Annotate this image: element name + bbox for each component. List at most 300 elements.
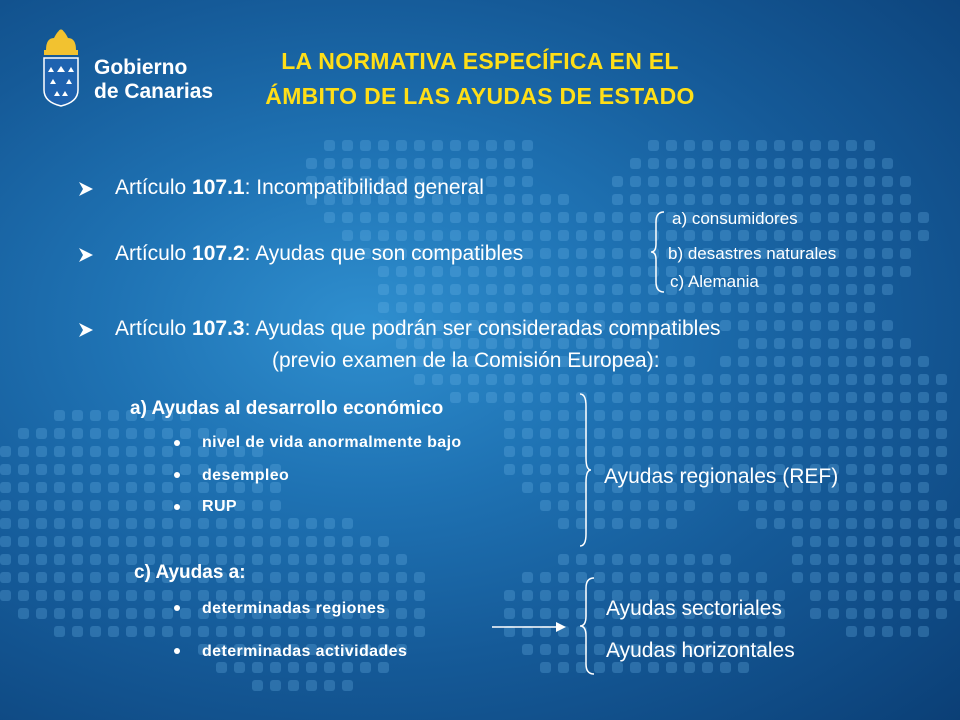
map-dot <box>684 194 695 205</box>
map-dot <box>684 446 695 457</box>
map-dot <box>342 626 353 637</box>
map-dot <box>774 230 785 241</box>
map-dot <box>18 554 29 565</box>
map-dot <box>774 410 785 421</box>
map-dot <box>558 590 569 601</box>
map-dot <box>198 536 209 547</box>
map-dot <box>882 374 893 385</box>
arrow-bullet-icon <box>77 180 95 198</box>
map-dot <box>108 446 119 457</box>
map-dot <box>72 590 83 601</box>
map-dot <box>684 500 695 511</box>
map-dot <box>918 554 929 565</box>
map-dot <box>468 374 479 385</box>
map-dot <box>900 554 911 565</box>
map-dot <box>666 428 677 439</box>
map-dot <box>720 410 731 421</box>
map-dot <box>522 482 533 493</box>
map-dot <box>774 500 785 511</box>
map-dot <box>648 446 659 457</box>
map-dot <box>288 626 299 637</box>
map-dot <box>666 392 677 403</box>
map-dot <box>882 356 893 367</box>
map-dot <box>918 428 929 439</box>
map-dot <box>864 500 875 511</box>
map-dot <box>162 536 173 547</box>
map-dot <box>864 248 875 259</box>
map-dot <box>540 662 551 673</box>
map-dot <box>810 194 821 205</box>
map-dot <box>846 464 857 475</box>
map-dot <box>774 140 785 151</box>
map-dot <box>468 302 479 313</box>
map-dot <box>378 554 389 565</box>
map-dot <box>288 554 299 565</box>
label-ayudas-sectoriales: Ayudas sectoriales <box>606 597 782 620</box>
map-dot <box>18 608 29 619</box>
map-dot <box>630 410 641 421</box>
map-dot <box>684 140 695 151</box>
section-c-item-1: determinadas regiones <box>202 600 386 617</box>
map-dot <box>900 248 911 259</box>
map-dot <box>828 266 839 277</box>
map-dot <box>540 572 551 583</box>
map-dot <box>882 518 893 529</box>
map-dot <box>684 392 695 403</box>
map-dot <box>792 158 803 169</box>
map-dot <box>378 302 389 313</box>
map-dot <box>918 410 929 421</box>
map-dot <box>918 464 929 475</box>
map-dot <box>36 482 47 493</box>
map-dot <box>324 554 335 565</box>
map-dot <box>900 392 911 403</box>
map-dot <box>630 446 641 457</box>
map-dot <box>666 176 677 187</box>
map-dot <box>18 500 29 511</box>
map-dot <box>468 140 479 151</box>
map-dot <box>810 356 821 367</box>
map-dot <box>180 428 191 439</box>
map-dot <box>144 536 155 547</box>
map-dot <box>270 572 281 583</box>
bullet-dot <box>174 440 180 446</box>
map-dot <box>288 572 299 583</box>
map-dot <box>864 536 875 547</box>
map-dot <box>900 482 911 493</box>
map-dot <box>360 572 371 583</box>
map-dot <box>144 590 155 601</box>
map-dot <box>666 374 677 385</box>
sub-b-desastres: b) desastres naturales <box>668 244 837 263</box>
map-dot <box>360 212 371 223</box>
map-dot <box>0 500 11 511</box>
map-dot <box>486 176 497 187</box>
map-dot <box>756 176 767 187</box>
map-dot <box>702 374 713 385</box>
map-dot <box>324 662 335 673</box>
map-dot <box>630 284 641 295</box>
map-dot <box>864 212 875 223</box>
map-dot <box>918 374 929 385</box>
map-dot <box>792 536 803 547</box>
map-dot <box>324 212 335 223</box>
map-dot <box>810 428 821 439</box>
map-dot <box>846 212 857 223</box>
map-dot <box>864 428 875 439</box>
map-dot <box>954 536 960 547</box>
map-dot <box>522 428 533 439</box>
map-dot <box>702 176 713 187</box>
map-dot <box>774 626 785 637</box>
sub-c-alemania: c) Alemania <box>670 272 759 291</box>
map-dot <box>900 230 911 241</box>
map-dot <box>414 212 425 223</box>
map-dot <box>270 500 281 511</box>
map-dot <box>612 212 623 223</box>
map-dot <box>504 158 515 169</box>
map-dot <box>648 500 659 511</box>
map-dot <box>774 158 785 169</box>
map-dot <box>0 446 11 457</box>
map-dot <box>738 158 749 169</box>
map-dot <box>828 320 839 331</box>
map-dot <box>576 284 587 295</box>
map-dot <box>72 536 83 547</box>
map-dot <box>648 518 659 529</box>
map-dot <box>558 284 569 295</box>
map-dot <box>522 140 533 151</box>
map-dot <box>612 176 623 187</box>
map-dot <box>900 572 911 583</box>
section-a-item-3: RUP <box>202 498 237 515</box>
map-dot <box>720 320 731 331</box>
map-dot <box>684 572 695 583</box>
map-dot <box>900 194 911 205</box>
map-dot <box>720 158 731 169</box>
logo-line-1: Gobierno <box>94 56 188 79</box>
map-dot <box>756 374 767 385</box>
map-dot <box>828 176 839 187</box>
map-dot <box>612 500 623 511</box>
map-dot <box>540 194 551 205</box>
map-dot <box>252 554 263 565</box>
map-dot <box>900 356 911 367</box>
map-dot <box>666 356 677 367</box>
map-dot <box>756 338 767 349</box>
map-dot <box>90 428 101 439</box>
map-dot <box>450 158 461 169</box>
map-dot <box>648 374 659 385</box>
map-dot <box>738 410 749 421</box>
map-dot <box>414 140 425 151</box>
map-dot <box>90 518 101 529</box>
map-dot <box>828 338 839 349</box>
map-dot <box>90 482 101 493</box>
map-dot <box>666 446 677 457</box>
map-dot <box>342 662 353 673</box>
map-dot <box>936 608 947 619</box>
map-dot <box>702 158 713 169</box>
map-dot <box>54 554 65 565</box>
map-dot <box>882 320 893 331</box>
map-dot <box>450 266 461 277</box>
map-dot <box>72 518 83 529</box>
map-dot <box>54 446 65 457</box>
map-dot <box>792 374 803 385</box>
map-dot <box>882 536 893 547</box>
article-107-3-note: (previo examen de la Comisión Europea): <box>272 349 660 372</box>
map-dot <box>486 392 497 403</box>
coat-of-arms-icon <box>38 28 84 108</box>
map-dot <box>864 608 875 619</box>
map-dot <box>648 428 659 439</box>
map-dot <box>126 482 137 493</box>
map-dot <box>522 446 533 457</box>
map-dot <box>90 572 101 583</box>
map-dot <box>558 500 569 511</box>
map-dot <box>612 266 623 277</box>
map-dot <box>684 410 695 421</box>
map-dot <box>666 518 677 529</box>
map-dot <box>576 212 587 223</box>
map-dot <box>576 302 587 313</box>
map-dot <box>846 374 857 385</box>
map-dot <box>90 410 101 421</box>
map-dot <box>144 626 155 637</box>
map-dot <box>72 608 83 619</box>
map-dot <box>486 284 497 295</box>
map-dot <box>90 446 101 457</box>
map-dot <box>828 536 839 547</box>
map-dot <box>486 230 497 241</box>
map-dot <box>702 194 713 205</box>
map-dot <box>558 374 569 385</box>
map-dot <box>864 230 875 241</box>
map-dot <box>810 446 821 457</box>
map-dot <box>882 590 893 601</box>
map-dot <box>702 572 713 583</box>
map-dot <box>252 662 263 673</box>
map-dot <box>72 500 83 511</box>
map-dot <box>684 176 695 187</box>
map-dot <box>126 428 137 439</box>
map-dot <box>846 356 857 367</box>
map-dot <box>630 302 641 313</box>
map-dot <box>846 320 857 331</box>
map-dot <box>684 428 695 439</box>
map-dot <box>522 590 533 601</box>
map-dot <box>792 554 803 565</box>
map-dot <box>378 140 389 151</box>
map-dot <box>792 410 803 421</box>
map-dot <box>648 176 659 187</box>
map-dot <box>162 608 173 619</box>
map-dot <box>630 554 641 565</box>
map-dot <box>738 446 749 457</box>
map-dot <box>414 374 425 385</box>
map-dot <box>846 518 857 529</box>
map-dot <box>54 590 65 601</box>
map-dot <box>144 500 155 511</box>
map-dot <box>846 572 857 583</box>
map-dot <box>450 284 461 295</box>
map-dot <box>702 662 713 673</box>
map-dot <box>702 230 713 241</box>
map-dot <box>180 464 191 475</box>
map-dot <box>396 554 407 565</box>
map-dot <box>918 608 929 619</box>
map-dot <box>828 194 839 205</box>
map-dot <box>828 590 839 601</box>
map-dot <box>198 626 209 637</box>
map-dot <box>126 608 137 619</box>
map-dot <box>738 374 749 385</box>
map-dot <box>342 140 353 151</box>
map-dot <box>864 518 875 529</box>
map-dot <box>702 140 713 151</box>
map-dot <box>864 320 875 331</box>
map-dot <box>864 410 875 421</box>
map-dot <box>936 500 947 511</box>
map-dot <box>540 284 551 295</box>
map-dot <box>756 356 767 367</box>
map-dot <box>36 590 47 601</box>
map-dot <box>828 212 839 223</box>
map-dot <box>540 392 551 403</box>
map-dot <box>702 626 713 637</box>
map-dot <box>396 590 407 601</box>
map-dot <box>162 518 173 529</box>
map-dot <box>414 572 425 583</box>
map-dot <box>810 212 821 223</box>
map-dot <box>216 536 227 547</box>
sub-a-consumidores: a) consumidores <box>672 209 798 228</box>
map-dot <box>846 140 857 151</box>
map-dot <box>144 482 155 493</box>
map-dot <box>216 662 227 673</box>
map-dot <box>684 158 695 169</box>
map-dot <box>342 572 353 583</box>
map-dot <box>720 356 731 367</box>
map-dot <box>828 284 839 295</box>
map-dot <box>324 518 335 529</box>
map-dot <box>702 446 713 457</box>
map-dot <box>414 284 425 295</box>
map-dot <box>846 500 857 511</box>
map-dot <box>72 554 83 565</box>
map-dot <box>828 140 839 151</box>
map-dot <box>108 608 119 619</box>
map-dot <box>666 500 677 511</box>
map-dot <box>558 518 569 529</box>
map-dot <box>720 194 731 205</box>
map-dot <box>864 158 875 169</box>
map-dot <box>702 392 713 403</box>
map-dot <box>522 212 533 223</box>
map-dot <box>900 176 911 187</box>
map-dot <box>594 374 605 385</box>
map-dot <box>936 392 947 403</box>
map-dot <box>396 212 407 223</box>
map-dot <box>414 302 425 313</box>
map-dot <box>738 176 749 187</box>
map-dot <box>324 140 335 151</box>
map-dot <box>864 356 875 367</box>
map-dot <box>450 302 461 313</box>
map-dot <box>810 518 821 529</box>
map-dot <box>828 356 839 367</box>
map-dot <box>126 590 137 601</box>
map-dot <box>360 662 371 673</box>
map-dot <box>792 338 803 349</box>
map-dot <box>486 194 497 205</box>
map-dot <box>666 626 677 637</box>
map-dot <box>918 482 929 493</box>
map-dot <box>756 302 767 313</box>
map-dot <box>72 428 83 439</box>
map-dot <box>684 356 695 367</box>
arrow-bullet-icon <box>77 321 95 339</box>
map-dot <box>882 608 893 619</box>
map-dot <box>918 230 929 241</box>
map-dot <box>54 626 65 637</box>
map-dot <box>864 302 875 313</box>
map-dot <box>180 536 191 547</box>
map-dot <box>234 536 245 547</box>
map-dot <box>558 572 569 583</box>
map-dot <box>180 482 191 493</box>
map-dot <box>612 230 623 241</box>
map-dot <box>414 608 425 619</box>
map-dot <box>918 212 929 223</box>
map-dot <box>450 140 461 151</box>
map-dot <box>72 626 83 637</box>
map-dot <box>378 536 389 547</box>
map-dot <box>900 338 911 349</box>
map-dot <box>378 626 389 637</box>
map-dot <box>540 248 551 259</box>
map-dot <box>918 518 929 529</box>
map-dot <box>846 266 857 277</box>
map-dot <box>396 230 407 241</box>
map-dot <box>738 320 749 331</box>
map-dot <box>378 284 389 295</box>
bullet-dot <box>174 605 180 611</box>
map-dot <box>774 194 785 205</box>
map-dot <box>594 212 605 223</box>
map-dot <box>936 446 947 457</box>
map-dot <box>72 464 83 475</box>
map-dot <box>630 626 641 637</box>
map-dot <box>540 644 551 655</box>
map-dot <box>684 374 695 385</box>
map-dot <box>414 590 425 601</box>
map-dot <box>882 248 893 259</box>
map-dot <box>414 626 425 637</box>
map-dot <box>558 644 569 655</box>
map-dot <box>774 320 785 331</box>
map-dot <box>576 248 587 259</box>
map-dot <box>126 518 137 529</box>
map-dot <box>630 266 641 277</box>
map-dot <box>504 266 515 277</box>
map-dot <box>630 428 641 439</box>
map-dot <box>108 626 119 637</box>
map-dot <box>108 464 119 475</box>
map-dot <box>522 230 533 241</box>
map-dot <box>432 212 443 223</box>
